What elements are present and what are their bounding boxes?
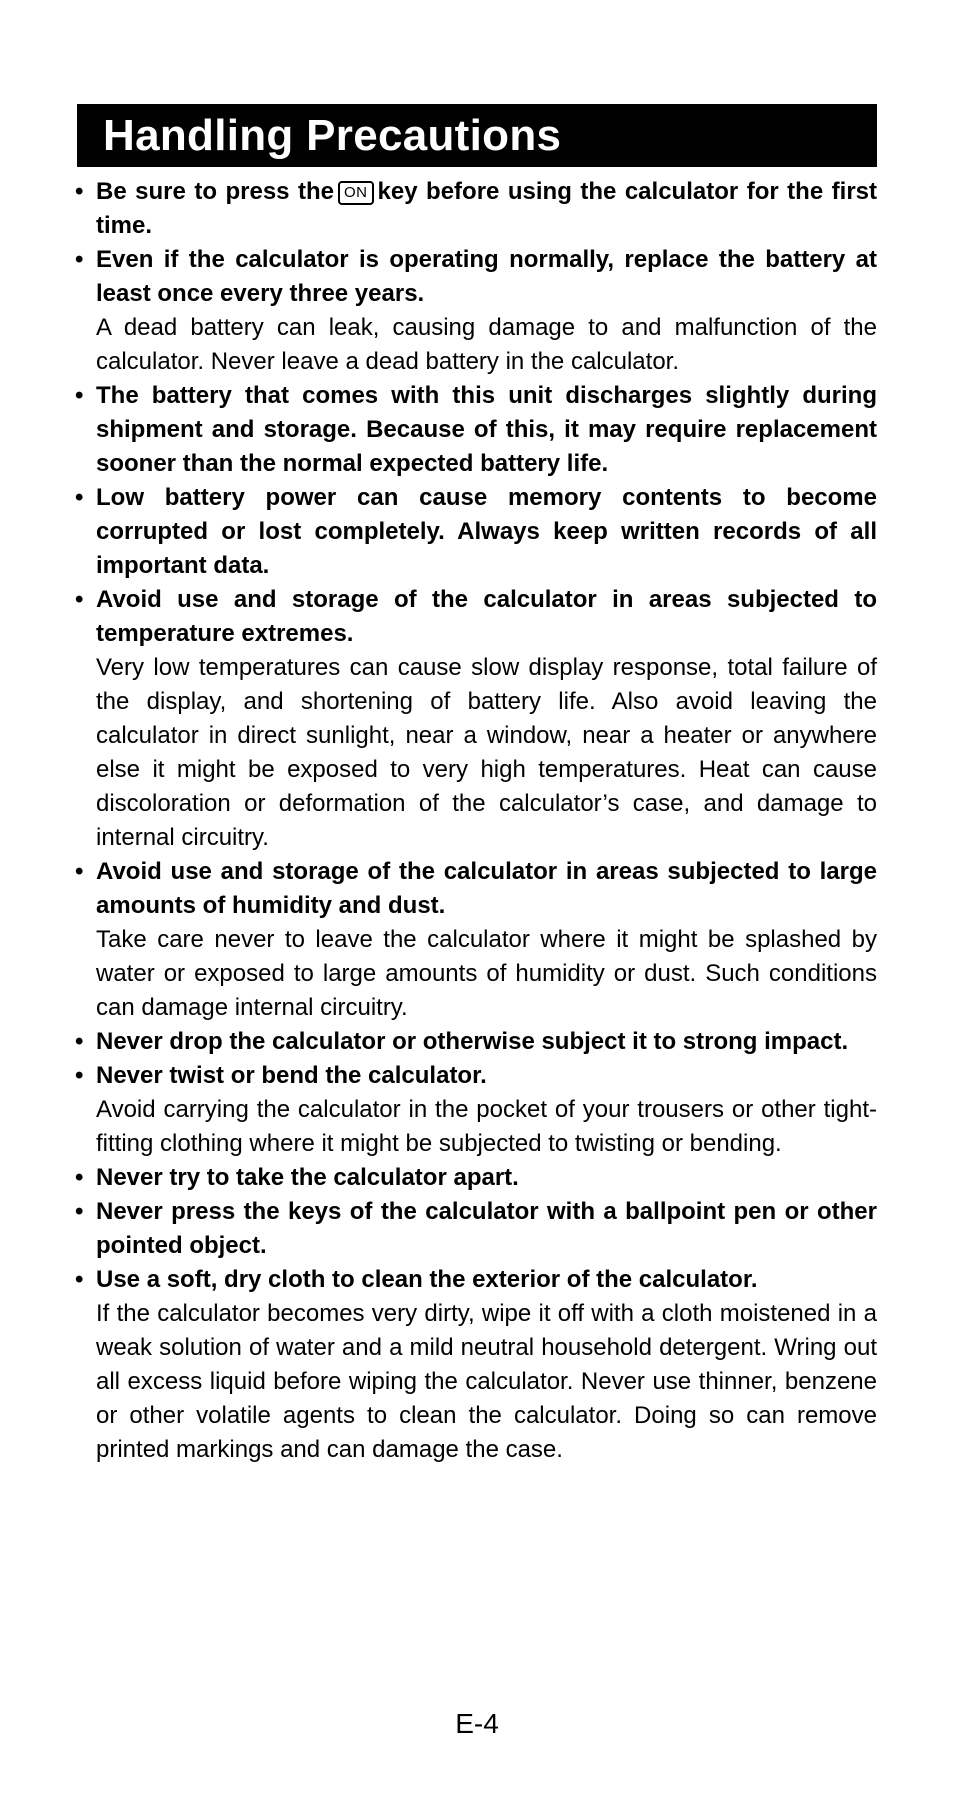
bullet: •: [75, 858, 84, 885]
title-bar: [77, 104, 877, 167]
item-lead: Never drop the calculator or otherwise subject it to strong impact.: [96, 1028, 849, 1055]
item-lead: The battery that comes with this unit discharges slightly during shipment and storage. Because of this, it may require replacement sooner than the normal expected battery life.: [96, 382, 877, 477]
bullet: •: [75, 1198, 84, 1225]
list-item: [77, 1161, 877, 1195]
page-number: E-4: [455, 1708, 499, 1739]
page-content: [77, 104, 877, 1467]
item-detail: Very low temperatures can cause slow display response, total failure of the display, and shortening of battery life. Also avoid leaving the calculator in direct sunlight, near a window, near a heater or anywhere else it might be exposed to very high temperatures. Heat can cause discoloration or deformation of the calculator’s case, and damage to internal circuitry.: [96, 654, 877, 851]
bullet: •: [75, 178, 84, 205]
item-detail: Avoid carrying the calculator in the pocket of your trousers or other tight-fitting clothing where it might be subjected to twisting or bending.: [96, 1096, 877, 1157]
list-item: [77, 1059, 877, 1161]
list-item: [77, 1263, 877, 1467]
item-lead: Even if the calculator is operating normally, replace the battery at least once every three years.: [96, 246, 877, 307]
list-item: [77, 855, 877, 1025]
item-detail: Take care never to leave the calculator where it might be splashed by water or exposed to large amounts of humidity or dust. Such conditions can damage internal circuitry.: [96, 926, 877, 1021]
item-detail: If the calculator becomes very dirty, wipe it off with a cloth moistened in a weak solution of water and a mild neutral household detergent. Wring out all excess liquid before wiping the calculator. Never use thinner, benzene or other volatile agents to clean the calculator. Doing so can remove printed markings and can damage the case.: [96, 1300, 877, 1463]
precautions-list: [77, 175, 877, 1467]
list-item: [77, 1025, 877, 1059]
list-item: [77, 379, 877, 481]
item-lead: Never press the keys of the calculator with a ballpoint pen or other pointed object.: [96, 1198, 877, 1259]
item-lead: [96, 175, 877, 243]
item-lead-text: key before using the calculator for the first time.: [96, 178, 877, 239]
bullet: •: [75, 382, 84, 409]
item-lead-text: Be sure to press the: [96, 178, 335, 205]
item-lead: Low battery power can cause memory contents to become corrupted or lost completely. Always keep written records of all important data.: [96, 484, 877, 579]
list-item: [77, 481, 877, 583]
list-item: [77, 243, 877, 379]
bullet: •: [75, 484, 84, 511]
bullet: •: [75, 246, 84, 273]
bullet: •: [75, 1164, 84, 1191]
bullet: •: [75, 1062, 84, 1089]
bullet: •: [75, 586, 84, 613]
item-lead: Avoid use and storage of the calculator in areas subjected to temperature extremes.: [96, 586, 877, 647]
item-lead: Never twist or bend the calculator.: [96, 1062, 487, 1089]
item-lead: Avoid use and storage of the calculator in areas subjected to large amounts of humidity and dust.: [96, 858, 877, 919]
page-title: Handling Precautions: [103, 110, 562, 160]
item-detail: A dead battery can leak, causing damage to and malfunction of the calculator. Never leave a dead battery in the calculator.: [96, 314, 877, 375]
bullet: •: [75, 1028, 84, 1055]
on-key-icon: ON: [338, 181, 374, 205]
bullet: •: [75, 1266, 84, 1293]
list-item: [77, 175, 877, 243]
list-item: [77, 1195, 877, 1263]
list-item: [77, 583, 877, 855]
item-lead: Use a soft, dry cloth to clean the exterior of the calculator.: [96, 1266, 758, 1293]
item-lead: Never try to take the calculator apart.: [96, 1164, 519, 1191]
